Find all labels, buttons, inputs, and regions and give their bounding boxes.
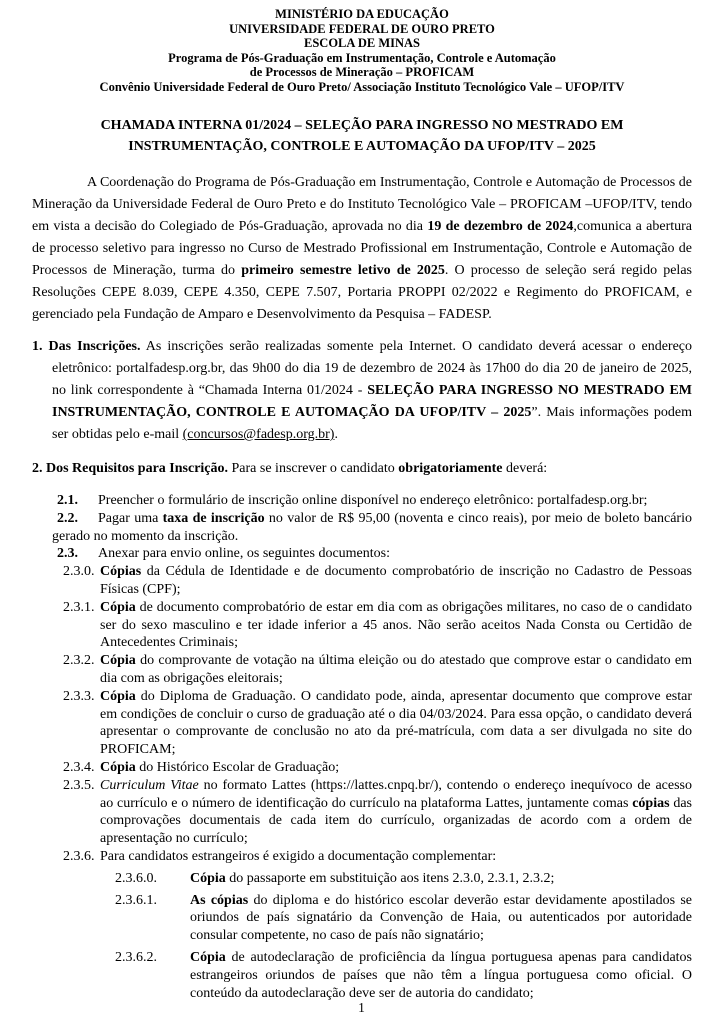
intro-paragraph (32, 172, 692, 326)
text-segment: SELEÇÃO PARA INGRESSO NO MESTRADO EM INSTRUMENTAÇÃO, CONTROLE E AUTOMAÇÃO DA UFOP/ITV – 2025 (52, 383, 692, 420)
letterhead-line-school: ESCOLA DE MINAS (304, 36, 420, 50)
item-text (100, 760, 339, 775)
text-segment: deverá: (502, 461, 548, 476)
list-item-2-3-6 (63, 848, 692, 866)
list-item-2-3-3 (63, 688, 692, 759)
text-segment: As inscrições serão realizadas somente pela Internet. O candidato deverá acessar o endereço eletrônico: portalfadesp.org.br, das 9h00 do dia 19 de dezembro de 2024 às 17h00 do dia 20 de janeiro de 2025, no link correspondente à “Chamada Interna 01/2024 - (52, 339, 692, 398)
page-title: CHAMADA INTERNA 01/2024 – SELEÇÃO PARA INGRESSO NO MESTRADO EM INSTRUMENTAÇÃO, CONTROLE E AUTOMAÇÃO DA UFOP/ITV – 2025 (100, 118, 624, 154)
text-segment: Cópia (190, 870, 226, 886)
item-text (190, 950, 692, 1001)
text-segment: de documento comprobatório de estar em dia com as obrigações militares, no caso de o candidato ser do sexo masculino e ter idade inferior a 45 anos. Não serão aceitos Nada Consta ou Certidão de Antecedentes Criminais; (100, 599, 692, 651)
text-segment: cópias (632, 795, 670, 811)
item-number: 2.3.6.0. (115, 870, 157, 886)
item-text (100, 564, 692, 597)
item-number: 2.2. (57, 510, 78, 526)
item-text (52, 511, 692, 544)
letterhead-line-ministry: MINISTÉRIO DA EDUCAÇÃO (275, 7, 449, 21)
text-segment: taxa de inscrição (162, 510, 265, 526)
list-item-2-3-0 (63, 563, 692, 599)
text-segment: . O processo de seleção será regido pelas Resoluções CEPE 8.039, CEPE 4.350, CEPE 7.507, Portaria PROPPI 02/2022 e Regimento do PROFICAM, e gerenciado pela Fundação de Amparo e Desenvolvimento da Pesquisa – FADESP. (32, 263, 692, 322)
item-number: 2.3.1. (63, 599, 95, 615)
text-segment: Cópia (100, 653, 136, 669)
list-item-2-3 (52, 545, 692, 563)
text-segment: 2. Dos Requisitos para Inscrição. (32, 461, 229, 476)
item-text (98, 493, 647, 508)
list-item-2-3-5 (63, 777, 693, 848)
section-1-inscricoes (32, 336, 692, 446)
text-segment: primeiro semestre letivo de 2025 (241, 263, 445, 278)
item-text (100, 778, 692, 846)
text-segment: no valor de R$ 95,00 (noventa e cinco reais), por meio de boleto bancário gerado no momento da inscrição. (52, 510, 692, 544)
text-segment: do comprovante de votação na última eleição ou do atestado que comprove estar o candidato em dia com as obrigações eleitorais; (100, 653, 692, 686)
item-number: 2.3.6.2. (115, 949, 157, 965)
text-segment: da Cédula de Identidade e de documento comprobatório de inscrição no Cadastro de Pessoas Físicas (CPF); (100, 564, 692, 597)
item-text (100, 849, 496, 864)
letterhead (32, 7, 692, 94)
text-segment: Cópias (100, 564, 142, 580)
list-item-2-3-4 (63, 759, 692, 777)
item-number: 2.3.6.1. (115, 892, 157, 908)
item-text (100, 600, 692, 651)
text-segment: As cópias (190, 892, 249, 908)
text-segment: de autodeclaração de proficiência da língua portuguesa apenas para candidatos estrangeiros oriundos de países que não têm a língua portuguesa como oficial. O conteúdo da autodeclaração deve ser de autoria do candidato; (190, 949, 692, 1001)
item-text (190, 893, 692, 944)
text-segment: Cópia (190, 949, 226, 965)
letterhead-line-agreement: Convênio Universidade Federal de Ouro Preto/ Associação Instituto Tecnológico Vale – UFOP/ITV (99, 79, 625, 94)
section-2-heading (32, 458, 692, 480)
text-segment: Pagar uma (98, 510, 163, 526)
text-segment: obrigatoriamente (398, 461, 503, 476)
item-number: 2.3.2. (63, 653, 95, 669)
list-item-2-2 (52, 510, 692, 546)
list-item-2-3-2 (63, 652, 692, 688)
text-segment: do Diploma de Graduação. O candidato pode, ainda, apresentar documento que comprove estar em condições de concluir o curso de graduação até o dia 04/03/2024. Para essa opção, o candidato deverá apresentar o comprovante de conclusão no ato da pré-matrícula, com data a ser divulgada no site do PROFICAM; (100, 688, 692, 758)
text-segment: . (334, 427, 338, 442)
page-number: 1 (358, 1000, 365, 1015)
email-link[interactable]: (concursos@fadesp.org.br) (182, 427, 335, 442)
letterhead-line-university: UNIVERSIDADE FEDERAL DE OURO PRETO (229, 21, 495, 36)
text-segment: Cópia (100, 759, 136, 775)
list-item-2-3-6-1 (115, 892, 692, 945)
item-number: 2.3.0. (63, 564, 95, 580)
item-text (100, 689, 692, 757)
text-segment: das comprovações documentais de cada item do currículo, organizadas de acordo com a ordem de apresentação no currículo; (100, 795, 693, 847)
item-number: 2.3.6. (63, 848, 95, 864)
item-text (190, 871, 554, 886)
list-item-2-1 (52, 492, 692, 510)
text-segment: A Coordenação do Programa de Pós-Graduação em Instrumentação, Controle e Automação de Processos de Mineração da Universidade Federal de Ouro Preto e do Instituto Tecnológico Vale – PROFICAM –UFOP/ITV, tendo em vista a decisão do Colegiado de Pós-Graduação, aprovada no dia (32, 175, 692, 234)
text-segment: ”. Mais informações podem ser obtidas pelo e-mail (52, 405, 692, 442)
item-number: 2.3.5. (63, 777, 95, 793)
text-segment: 19 de dezembro de 2024 (427, 219, 574, 234)
text-segment: do passaporte em substituição aos itens 2.3.0, 2.3.1, 2.3.2; (225, 870, 555, 886)
item-text (98, 546, 390, 561)
list-item-2-3-6-0 (115, 870, 692, 888)
item-text (100, 653, 692, 686)
text-segment: do Histórico Escolar de Graduação; (135, 759, 340, 775)
letterhead-line-program-1: Programa de Pós-Graduação em Instrumentação, Controle e Automação (168, 50, 556, 65)
text-segment: ,comunica a abertura de processo seletivo para ingresso no Curso de Mestrado Profissional em Instrumentação, Controle e Automação de Processos de Mineração, turma do (32, 219, 692, 278)
text-segment: Para se inscrever o candidato (228, 461, 399, 476)
text-segment: Anexar para envio online, os seguintes documentos: (98, 546, 390, 562)
text-segment: Curriculum Vitae (100, 777, 199, 793)
text-segment: Cópia (100, 599, 136, 615)
item-number: 2.3. (57, 546, 78, 562)
text-segment: no formato Lattes (https://lattes.cnpq.br/), contendo o endereço inequívoco de acesso ao currículo e o número de identificação do currículo na plataforma Lattes, juntamente comas (100, 777, 692, 811)
text-segment: Preencher o formulário de inscrição online disponível no endereço eletrônico: portalfadesp.org.br; (98, 493, 648, 508)
list-item-2-3-1 (63, 599, 692, 652)
item-number: 2.1. (57, 493, 78, 508)
text-segment: Cópia (100, 688, 136, 704)
text-segment: 1. Das Inscrições. (32, 339, 141, 354)
text-segment: Para candidatos estrangeiros é exigido a documentação complementar: (100, 848, 497, 864)
list-item-2-3-6-2 (115, 949, 692, 1002)
letterhead-line-program-2: de Processos de Mineração – PROFICAM (249, 65, 475, 79)
item-number: 2.3.3. (63, 688, 95, 704)
text-segment: do diploma e do histórico escolar deverão estar devidamente apostilados se oriundos de país signatário da Convenção de Haia, ou autenticados por autoridade consular competente, no caso de país não signatário; (190, 892, 692, 944)
item-number: 2.3.4. (63, 759, 95, 775)
